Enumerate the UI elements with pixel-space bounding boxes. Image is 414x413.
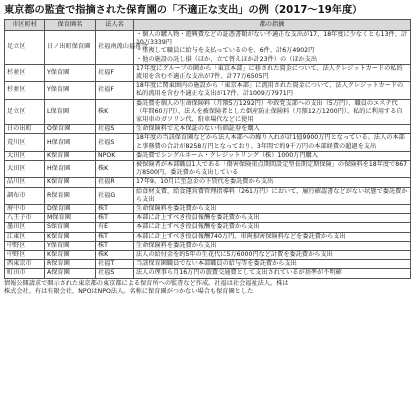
finding-text: 本部に計上すべき役員報酬を委託費から支出: [136, 223, 260, 231]
table-row: [5, 205, 411, 214]
municipality-cell: 大田区: [5, 161, 45, 178]
municipality-cell: 大田区: [5, 151, 45, 160]
municipality-cell: 西東京市: [5, 260, 45, 269]
nursery-name-cell: A保育園: [45, 269, 96, 278]
finding-cell: [134, 125, 411, 134]
corporation-cell: 社福F: [96, 82, 134, 99]
municipality-cell: 足立区: [5, 99, 45, 125]
finding-cell: [134, 82, 411, 99]
corporation-cell: 株K: [96, 99, 134, 125]
finding-text: 被保険者が本部職員1人である「傷害保険重点期間設定型長期定期保険」の保険料を18年度で867万8500円、委託費から支出している: [136, 161, 408, 177]
municipality-cell: 足立区: [5, 31, 45, 65]
municipality-cell: 府中市: [5, 205, 45, 214]
finding-cell: [134, 99, 411, 125]
municipality-cell: 杉並区: [5, 64, 45, 81]
municipality-cell: 杉並区: [5, 82, 45, 99]
municipality-cell: 墨田区: [5, 223, 45, 232]
finding-cell: [134, 178, 411, 187]
finding-cell: [134, 64, 411, 81]
table-row: [5, 82, 411, 99]
finding-text: 17年9、10月に至急金の下賃代を委託費から支出: [136, 178, 274, 186]
finding-text: ・個人の購入物・遊興費などの証憑書類がない不適正な支出が17、18年度に少なくとも13件、計10万3339円: [136, 31, 408, 47]
table-row: [5, 269, 411, 278]
finding-cell: [134, 223, 411, 232]
finding-cell: [134, 269, 411, 278]
nursery-name-cell: R保育園: [45, 187, 96, 204]
finding-text: 18年度に関東圏内の施設から「東京本部」に流用された資金について、法人クレジットカードの私的流用を含む不適正な支出が17件、計1009万7971円: [136, 82, 404, 98]
municipality-cell: 江東区: [5, 232, 45, 241]
finding-cell: [134, 151, 411, 160]
corporation-cell: 有E: [96, 223, 134, 232]
finding-text: ・重複して職員に給与を支払っているのを、6件、計6万4902円: [136, 47, 315, 55]
nursery-name-cell: R保育園: [45, 260, 96, 269]
table-row: [5, 134, 411, 151]
municipality-cell: 中野区: [5, 241, 45, 250]
table-row: [5, 251, 411, 260]
finding-cell: [134, 241, 411, 250]
table-row: [5, 151, 411, 160]
table-row: [5, 64, 411, 81]
nursery-name-cell: L保育園: [45, 99, 96, 125]
corporation-cell: 社福R: [96, 178, 134, 187]
municipality-cell: 町田市: [5, 269, 45, 278]
corporation-cell: 株T: [96, 205, 134, 214]
corporation-cell: 社福S: [96, 134, 134, 151]
nursery-name-cell: D保育園: [45, 205, 96, 214]
finding-cell: [134, 205, 411, 214]
corporation-cell: 社福G: [96, 187, 134, 204]
finding-cell: [134, 161, 411, 178]
municipality-cell: 日の出町: [5, 125, 45, 134]
nursery-name-cell: H保育園: [45, 134, 96, 151]
table-header-row: [5, 20, 411, 31]
nursery-name-cell: H保育園: [45, 161, 96, 178]
header-municipality: 市区町村: [5, 20, 45, 31]
table-row: [5, 214, 411, 223]
municipality-cell: 品川区: [5, 178, 45, 187]
header-nursery-name: 保育園名: [45, 20, 96, 31]
corporation-cell: 社福S: [96, 269, 134, 278]
finding-text: 生命保険料を委託費から支出: [136, 241, 217, 249]
table-row: [5, 99, 411, 125]
nursery-name-cell: K保育園: [45, 151, 96, 160]
finding-cell: [134, 187, 411, 204]
finding-text: 委託費を個人の生命保険料（月額5万1292円）や政党支部への支出（5万円）、職員のエステ代（年間60万円）、法人を被保険者とした倒産防止保険料（月額12万1200円）、私的に利用する自家用車のガソリン代、駐車場代などに使用: [136, 99, 403, 124]
footnote-line: 株式会社、有は有限会社、NPOはNPO法人。名称に保育園がつかない場合も保育園とした: [4, 287, 254, 295]
finding-cell: [134, 232, 411, 241]
table-row: [5, 241, 411, 250]
corporation-cell: 社福T: [96, 260, 134, 269]
corporation-cell: NPOK: [96, 151, 134, 160]
document-title: 東京都の監査で指摘された保育園の「不適正な支出」の例（2017〜19年度）: [4, 5, 363, 16]
corporation-cell: 社福南流山福祉会: [96, 31, 134, 65]
municipality-cell: 調布市: [5, 187, 45, 204]
finding-text: 委託費でシングルネーム・クレジットリング（株）1000万円購入: [136, 151, 318, 159]
finding-text: 法人の理事ら月16万円の旅費交通費として支出されているが基準が不明確: [136, 269, 342, 277]
nursery-name-cell: Y保育園: [45, 241, 96, 250]
table-row: [5, 223, 411, 232]
finding-text: 生命保険料で元本保証のない有価証券を購入: [136, 125, 260, 133]
corporation-cell: 社福F: [96, 64, 134, 81]
table-row: [5, 232, 411, 241]
table-row: [5, 187, 411, 204]
nursery-name-cell: K保育園: [45, 232, 96, 241]
nursery-name-cell: M保育園: [45, 214, 96, 223]
finding-cell: [134, 251, 411, 260]
nursery-name-cell: Y保育園: [45, 82, 96, 99]
corporation-cell: 株K: [96, 251, 134, 260]
finding-cell: [134, 31, 411, 65]
nursery-name-cell: S保育園: [45, 223, 96, 232]
finding-text: 給食材支費、給食運営費管理指導料（261万円）において、履行確認書などがない状態で委託費から支出: [136, 187, 408, 203]
nursery-name-cell: Y保育園: [45, 64, 96, 81]
municipality-cell: 中野区: [5, 251, 45, 260]
nursery-name-cell: O保育園: [45, 125, 96, 134]
nursery-name-cell: K保育園: [45, 251, 96, 260]
table-row: [5, 125, 411, 134]
nursery-name-cell: K保育園: [45, 178, 96, 187]
corporation-cell: 株T: [96, 241, 134, 250]
finding-text: ・他の施設の託し損（ほか、立て替えほか計23件）の（ほか支出: [136, 55, 318, 63]
footnote-line: 情報公開請求で開示された東京都の東京都による保育所への監査など作成。社福は社会福祉法人。株は: [4, 279, 289, 287]
finding-cell: [134, 214, 411, 223]
finding-cell: [134, 134, 411, 151]
header-corporation: 法人名: [96, 20, 134, 31]
finding-text: 18年度の当該保育園などから法人本部への繰り入れが計1億9900万円となっている。法人の本部と事務費の合計が8258万円となっており、3年間で約9千万円の本部経費の超過を支出: [136, 134, 405, 150]
table-row: [5, 31, 411, 65]
municipality-cell: 荒川区: [5, 134, 45, 151]
audit-table: [4, 19, 411, 279]
corporation-cell: 株T: [96, 214, 134, 223]
finding-text: 生命保険料を委託費から支出: [136, 205, 217, 213]
footnote: [4, 280, 410, 296]
table-row: [5, 260, 411, 269]
header-tokyo-points: 都の指摘: [134, 20, 411, 31]
municipality-cell: 八王子市: [5, 214, 45, 223]
finding-text: 17年度にグループの園から「東京本部」に移された資金について、法人クレジットカードの私的流用を含む不適正な支出が7件、計77万6505円: [136, 64, 403, 81]
corporation-cell: 株K: [96, 161, 134, 178]
table-row: [5, 161, 411, 178]
finding-cell: [134, 260, 411, 269]
corporation-cell: 社福S: [96, 125, 134, 134]
finding-text: 当該保育園職員でない本部職員の給与等を委託費から支出: [136, 260, 297, 268]
corporation-cell: 株T: [96, 232, 134, 241]
finding-text: 本部に計上すべき役員報酬740万円、車両損害保険料などを委託費から支出: [136, 232, 346, 240]
table-row: [5, 178, 411, 187]
finding-text: 本部に計上すべき役員報酬を委託費から支出: [136, 214, 260, 222]
nursery-name-cell: 日ノ出町保育園: [45, 31, 96, 65]
finding-text: 法人の給付金を約5年の生花代に5万6000円など計費を委託費から支出: [136, 251, 333, 259]
